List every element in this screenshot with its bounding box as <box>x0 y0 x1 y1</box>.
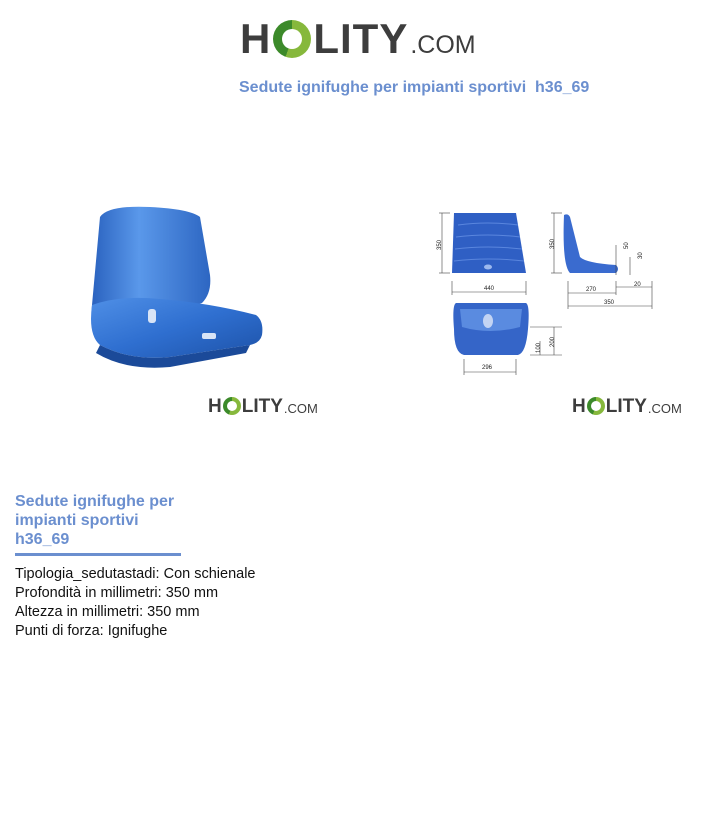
logo-letters: LITY <box>605 395 647 417</box>
product-title-line: Sedute ignifughe per <box>15 493 175 510</box>
logo-letter-h: H <box>572 395 586 417</box>
side-label-20: 20 <box>634 282 641 288</box>
spec-row <box>15 565 256 584</box>
photo-watermark-logo <box>208 395 318 417</box>
side-label-30: 30 <box>638 252 644 259</box>
bottom-label-100: 100 <box>536 342 542 353</box>
side-label-50: 50 <box>624 242 630 249</box>
spec-row <box>15 584 256 603</box>
product-drawing[interactable] <box>430 185 720 430</box>
side-height-label: 350 <box>550 238 556 249</box>
product-code: h36_69 <box>15 531 70 548</box>
product-photo[interactable] <box>60 175 350 430</box>
title-divider <box>15 553 181 556</box>
product-title <box>15 492 205 549</box>
drawing-watermark-logo <box>572 395 682 417</box>
brand-logo[interactable] <box>240 14 476 64</box>
spec-label: Altezza in millimetri: <box>15 604 144 620</box>
spec-value: 350 mm <box>165 585 219 601</box>
spec-row <box>15 603 256 622</box>
product-title-line: impianti sportivi <box>15 512 139 529</box>
stadium-seat-image <box>60 175 350 430</box>
logo-letter-h: H <box>240 15 272 62</box>
spec-value: 350 mm <box>147 604 200 620</box>
bottom-width-label: 296 <box>482 365 493 371</box>
depth-inner-label: 270 <box>586 287 597 293</box>
technical-drawing-image <box>430 185 720 385</box>
bottom-label-200: 200 <box>550 336 556 347</box>
spec-value: Con schienale <box>163 566 256 582</box>
page-title: Sedute ignifughe per impianti sportivi h36_69 <box>239 79 590 96</box>
spec-label: Punti di forza: <box>15 623 104 639</box>
width-label: 440 <box>484 286 495 292</box>
logo-letter-h: H <box>208 395 222 417</box>
depth-label: 350 <box>604 300 615 306</box>
logo-letters: LITY <box>241 395 283 417</box>
spec-value: Ignifughe <box>107 623 168 639</box>
spec-row <box>15 622 256 641</box>
logo-suffix: .COM <box>647 401 682 416</box>
logo-suffix: .COM <box>410 30 476 59</box>
logo-ring-icon <box>273 20 311 58</box>
logo-suffix: .COM <box>283 401 318 416</box>
spec-label: Tipologia_sedutastadi: <box>15 566 160 582</box>
height-label: 350 <box>437 239 443 250</box>
logo-letters: LITY <box>313 15 409 62</box>
product-specs <box>15 565 256 641</box>
spec-label: Profondità in millimetri: <box>15 585 162 601</box>
logo-ring-icon <box>223 397 241 415</box>
logo-ring-icon <box>587 397 605 415</box>
